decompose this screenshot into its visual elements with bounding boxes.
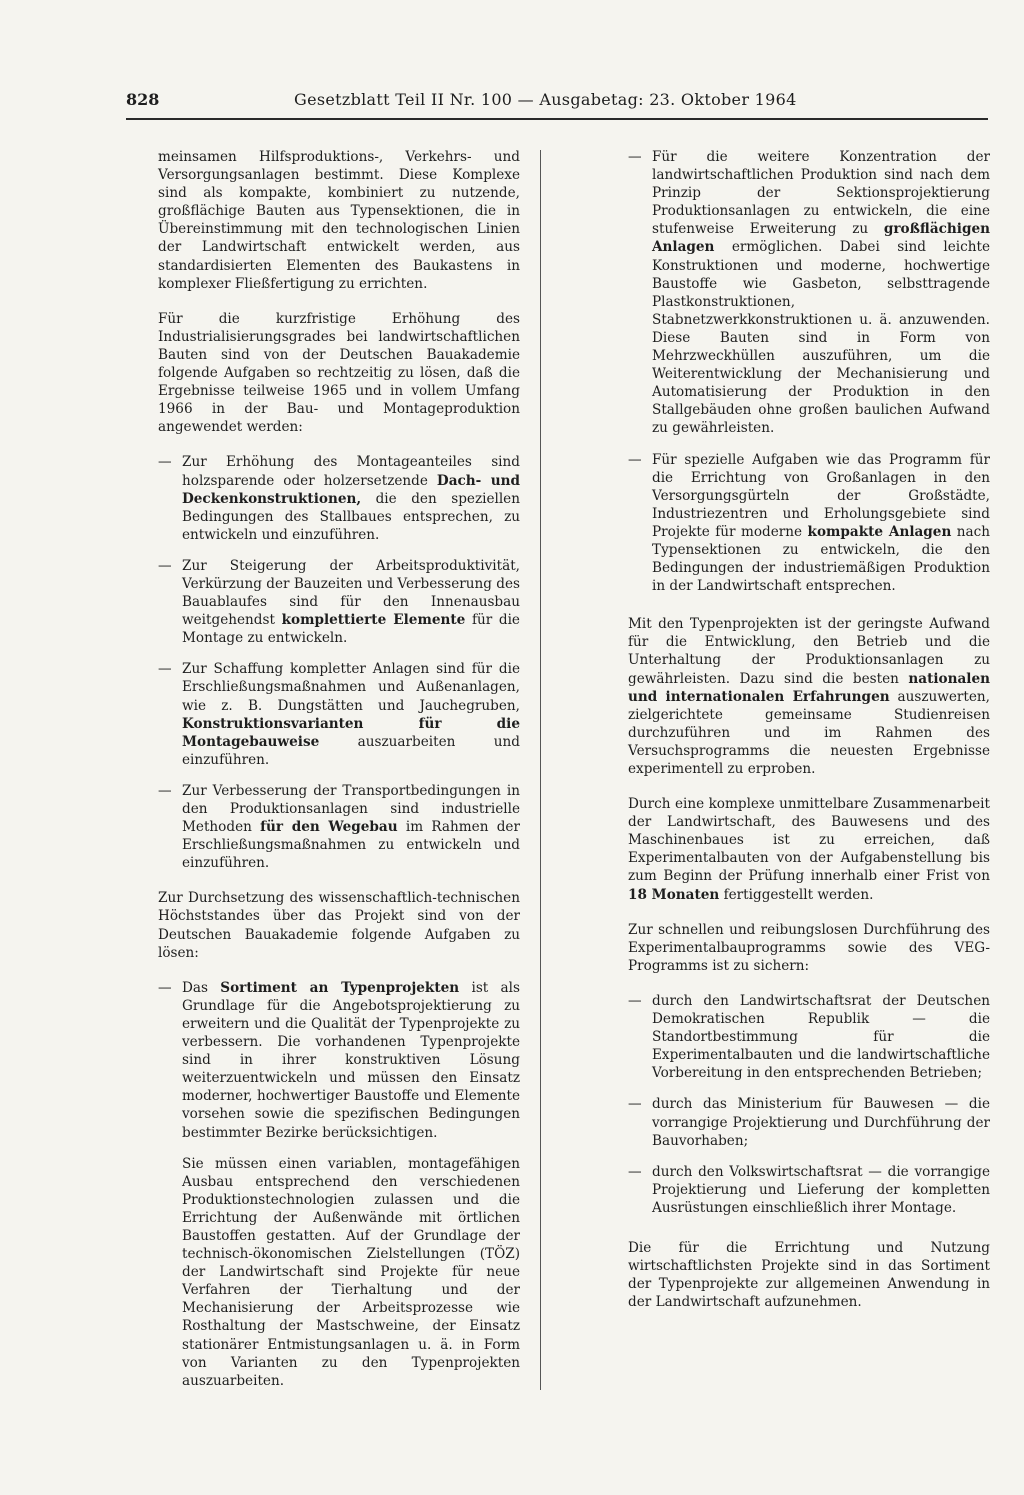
text: ist als Grundlage für die Angebotsprojektierung zu erweitern und die Qualität der Typenprojekte zu verbessern. Die vorhandenen Typenprojekte sind in ihrer konstruktiven Lösung weiterzuentwickeln und müssen den Einsatz moderner, hochwertiger Baustoffe und Elemente vorsehen sowie die spezifischen Bedingungen bestimmter Bezirke berücksichtigen. bbox=[182, 979, 520, 1141]
text: auszuarbeiten und einzuführen. bbox=[182, 733, 520, 768]
text: Zur Steigerung der Arbeitsproduktivität, Verkürzung der Bauzeiten und Verbesserung des Bauablaufes sind für den Innenausbau weitgehendst bbox=[182, 557, 520, 629]
text: für die Montage zu entwickeln. bbox=[182, 612, 520, 647]
text: ermöglichen. Dabei sind leichte Konstruktionen und moderne, hochwertige Baustoffe wie Gasbeton, selbsttragende Plastkonstruktionen, Stabnetzwerkkonstruktionen u. ä. anzuwenden. Diese Bauten sind in Form von Mehrzweckhüllen auszuführen, um die Weiterentwicklung der Mechanisierung und Automatisierung der Produktion in den Stallgebäuden ohne großen baulichen Aufwand zu gewährleisten. bbox=[652, 239, 990, 437]
dash-bullet: — bbox=[628, 1096, 642, 1113]
paragraph: Die für die Errichtung und Nutzung wirtschaftlichsten Projekte sind in das Sortiment der Typenprojekte zur allgemeinen Anwendung in der Landwirtschaft aufzunehmen. bbox=[628, 1239, 990, 1311]
right-column bbox=[628, 148, 990, 1328]
text: Das bbox=[182, 979, 221, 996]
bold-text: 18 Monaten bbox=[628, 886, 720, 903]
left-column bbox=[158, 148, 520, 1403]
paragraph: Zur Durchsetzung des wissenschaftlich-technischen Höchststandes über das Projekt sind von der Deutschen Bauakademie folgende Aufgaben zu lösen: bbox=[158, 890, 520, 961]
page-header bbox=[126, 86, 988, 120]
paragraph: Zur schnellen und reibungslosen Durchführung des Experimentalbauprogramms sowie des VEG-Programms ist zu sichern: bbox=[628, 921, 990, 974]
bold-text: nationalen und internationalen Erfahrungen bbox=[628, 670, 990, 705]
text: Durch eine komplexe unmittelbare Zusammenarbeit der Landwirtschaft, des Bauwesens und des Maschinenbaues ist zu erreichen, daß Experimentalbauten von der Aufgabenstellung bis zum Beginn der Prüfung innerhalb einer Frist von bbox=[628, 796, 990, 885]
list-item bbox=[628, 148, 990, 438]
paragraph: meinsamen Hilfsproduktions-, Verkehrs- und Versorgungsanlagen bestimmt. Diese Komplexe sind als kompakte, kombiniert zu nutzende, großflächige Bauten aus Typensektionen, die in Übereinstimmung mit den technologischen Linien der Landwirtschaft entwickelt werden, aus standardisierten Elementen des Baukastens in komplexer Fließfertigung zu errichten. bbox=[158, 149, 520, 292]
paragraph bbox=[628, 795, 990, 904]
bold-text: großflächigen Anlagen bbox=[652, 221, 990, 256]
sub-paragraph: Sie müssen einen variablen, montagefähigen Ausbau entsprechend den verschiedenen Produktionstechnologien zulassen und die Errichtung der Außenwände mit örtlichen Baustoffen gestatten. Auf der Grundlage der technisch-ökonomischen Zielstellungen (TÖZ) der Landwirtschaft sind Projekte für neue Verfahren der Tierhaltung und der Mechanisierung der Arbeitsprozesse wie Rosthaltung der Mastschweine, der Einsatz stationärer Entmistungsanlagen u. ä. in Form von Varianten zu den Typenprojekten auszuarbeiten. bbox=[182, 1155, 520, 1389]
list-item bbox=[628, 451, 990, 596]
text: Für die weitere Konzentration der landwirtschaftlichen Produktion sind nach dem Prinzip der Sektionsprojektierung Produktionsanlagen zu entwickeln, die eine stufenweise Erweiterung zu bbox=[652, 149, 990, 238]
text: die den speziellen Bedingungen des Stallbaues entsprechen, zu entwickeln und einzuführen. bbox=[182, 490, 520, 543]
list-item bbox=[158, 782, 520, 872]
paragraph bbox=[628, 615, 990, 778]
text: im Rahmen der Erschließungsmaßnahmen zu entwickeln und einzuführen. bbox=[182, 819, 520, 872]
bold-text: für den Wegebau bbox=[260, 819, 398, 836]
list-item bbox=[628, 1163, 990, 1217]
dash-bullet: — bbox=[628, 149, 642, 165]
list-item bbox=[158, 979, 520, 1390]
dash-bullet: — bbox=[628, 1163, 642, 1180]
text: Zur Verbesserung der Transportbedingungen in den Produktionsanlagen sind industrielle Methoden bbox=[182, 782, 520, 836]
dash-bullet: — bbox=[628, 451, 642, 468]
list-item bbox=[628, 992, 990, 1082]
text: Zur Schaffung kompletter Anlagen sind für die Erschließungsmaßnahmen und Außenanlagen, wie z. B. Dungstätten und Jauchegruben, bbox=[182, 661, 520, 714]
bold-text: Konstruktionsvarianten für die Montagebauweise bbox=[182, 715, 520, 750]
bold-text: Dach- und Deckenkonstruktionen, bbox=[182, 472, 520, 507]
list-item bbox=[158, 557, 520, 647]
bold-text: kompakte Anlagen bbox=[807, 523, 952, 540]
column-divider bbox=[540, 150, 541, 1390]
list-item bbox=[628, 1095, 990, 1149]
text: durch den Landwirtschaftsrat der Deutschen Demokratischen Republik — die Standortbestimmung für die Experimentalbauten und die landwirtschaftliche Vorbereitung in den entsprechenden Betrieben; bbox=[652, 992, 990, 1082]
text: durch das Ministerium für Bauwesen — die vorrangige Projektierung und Durchführung der Bauvorhaben; bbox=[652, 1096, 990, 1149]
dash-bullet: — bbox=[158, 557, 172, 574]
text: nach Typensektionen zu entwickeln, die den Bedingungen der industriemäßigen Produktion in der Landwirtschaft entsprechen. bbox=[652, 523, 990, 595]
dash-bullet: — bbox=[158, 661, 172, 678]
text: durch den Volkswirtschaftsrat — die vorrangige Projektierung und Lieferung der kompletten Ausrüstungen einschließlich ihrer Montage. bbox=[652, 1163, 990, 1216]
list-item bbox=[158, 453, 520, 543]
text: fertiggestellt werden. bbox=[719, 886, 874, 903]
page-number: 828 bbox=[126, 90, 160, 109]
dash-bullet: — bbox=[158, 979, 172, 996]
dash-bullet: — bbox=[158, 454, 172, 471]
dash-bullet: — bbox=[628, 992, 642, 1009]
text: Mit den Typenprojekten ist der geringste Aufwand für die Entwicklung, den Betrieb und die Unterhaltung der Produktionsanlagen zu gewährleisten. Dazu sind die besten bbox=[628, 616, 990, 687]
running-title: Gesetzblatt Teil II Nr. 100 — Ausgabetag: 23. Oktober 1964 bbox=[294, 90, 797, 109]
paragraph: Für die kurzfristige Erhöhung des Industrialisierungsgrades bei landwirtschaftlichen Bauten sind von der Deutschen Bauakademie folgende Aufgaben so rechtzeitig zu lösen, daß die Ergebnisse teilweise 1965 und in vollem Umfang 1966 in der Bau- und Montageproduktion angewendet werden: bbox=[158, 310, 520, 436]
bold-text: komplettierte Elemente bbox=[281, 612, 466, 629]
list-item bbox=[158, 660, 520, 769]
bold-text: Sortiment an Typenprojekten bbox=[220, 979, 460, 996]
text: Zur Erhöhung des Montageanteiles sind holzsparende oder holzersetzende bbox=[182, 454, 520, 489]
text: Für spezielle Aufgaben wie das Programm für die Errichtung von Großanlagen in den Versorgungsgürteln der Großstädte, Industriezentren und Erholungsgebiete sind Projekte für moderne bbox=[652, 451, 990, 540]
text: auszuwerten, zielgerichtete gemeinsame Studienreisen durchzuführen und im Rahmen des Versuchsprogramms die neuesten Ergebnisse experimentell zu erproben. bbox=[628, 688, 990, 777]
dash-bullet: — bbox=[158, 782, 172, 799]
